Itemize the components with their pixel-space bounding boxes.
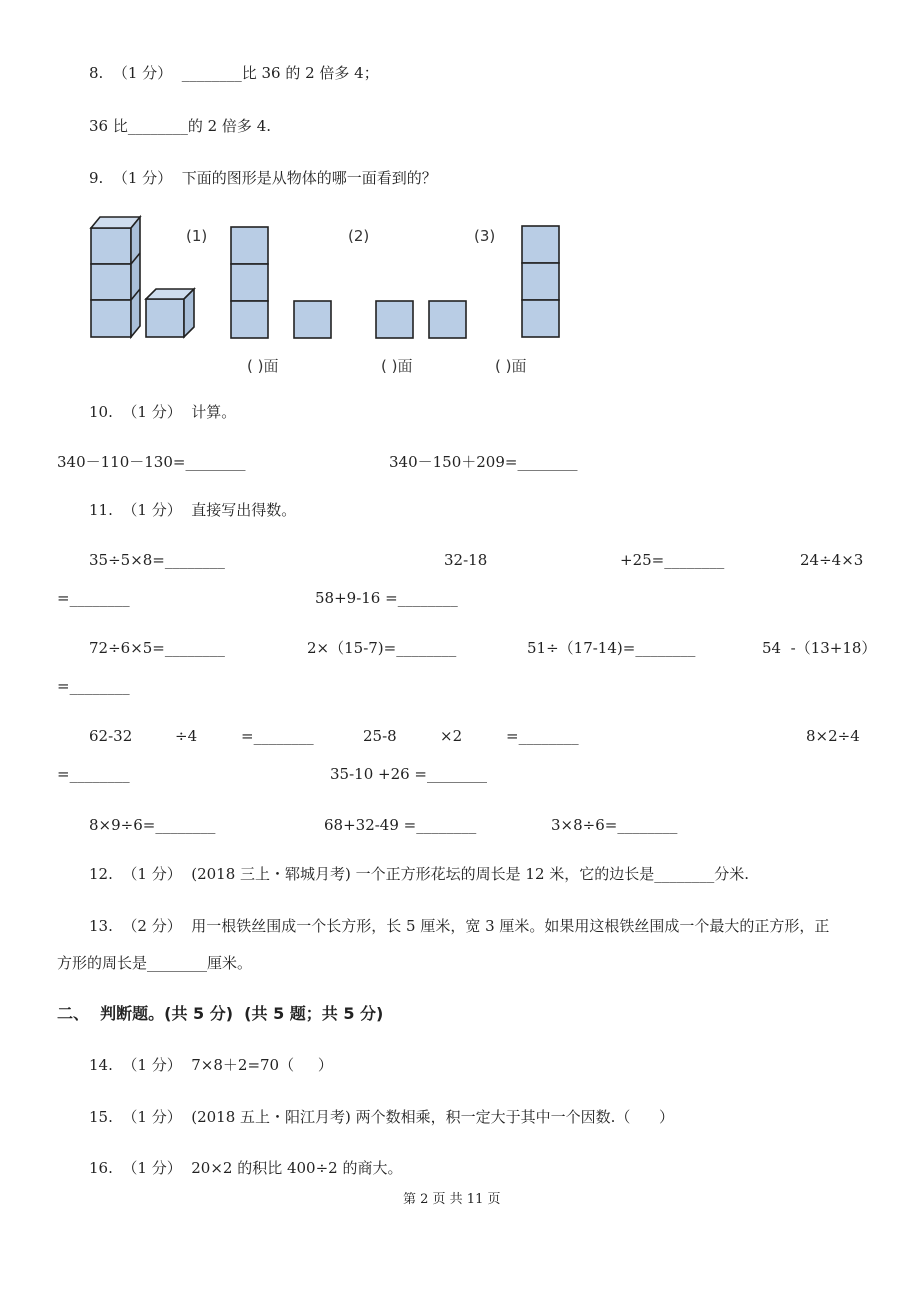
q11-r1d: 24÷4×3 bbox=[800, 551, 864, 569]
q11-r1c: +25=________ bbox=[620, 551, 725, 569]
q11-r7b: 68+32-49 =________ bbox=[324, 816, 477, 834]
q13-line1: 13. （2 分） 用一根铁丝围成一个长方形，长 5 厘米，宽 3 厘米。如果用这根铁丝围成一个最大的正方形，正 bbox=[89, 917, 830, 935]
page-footer: 第 2 页 共 11 页 bbox=[403, 1192, 501, 1207]
q11-r3d: 54 -（13+18） bbox=[762, 639, 877, 657]
view-label-1: (1) bbox=[186, 227, 208, 245]
q11-r3a: 72÷6×5=________ bbox=[89, 639, 225, 657]
single-cube-object bbox=[146, 289, 194, 337]
q11-r5e: ×2 bbox=[440, 727, 463, 745]
q11-r5d: 25-8 bbox=[363, 727, 397, 745]
q11-r5c: =________ bbox=[241, 727, 314, 745]
view-1-shape bbox=[231, 227, 331, 338]
q11-r1b: 32-18 bbox=[444, 551, 488, 569]
view-2-answer-blank: ( )面 bbox=[381, 357, 413, 375]
q11-r1a: 35÷5×8=________ bbox=[89, 551, 225, 569]
q9-line1: 9. （1 分） 下面的图形是从物体的哪一面看到的？ bbox=[89, 169, 437, 187]
view-3-answer-blank: ( )面 bbox=[495, 357, 527, 375]
q11-r5b: ÷4 bbox=[175, 727, 198, 745]
view-2-shape bbox=[376, 301, 466, 338]
q12-line1: 12. （1 分） (2018 三上・郓城月考) 一个正方形花坛的周长是 12 米，它的边长是________分米. bbox=[89, 865, 750, 883]
q8-line2: 36 比________的 2 倍多 4. bbox=[89, 117, 272, 135]
q11-r7c: 3×8÷6=________ bbox=[551, 816, 678, 834]
view-label-3: (3) bbox=[474, 227, 496, 245]
q11-r7a: 8×9÷6=________ bbox=[89, 816, 216, 834]
stacked-cubes-object bbox=[91, 217, 140, 337]
view-3-shape bbox=[522, 226, 559, 337]
q11-r5f: =________ bbox=[506, 727, 579, 745]
q13-line2: 方形的周长是________厘米。 bbox=[57, 954, 253, 972]
section-2-heading: 二、 判断题。(共 5 分) (共 5 题；共 5 分) bbox=[57, 1004, 384, 1023]
q16-line1: 16. （1 分） 20×2 的积比 400÷2 的商大。 bbox=[89, 1159, 403, 1177]
q11-r2a: =________ bbox=[57, 589, 130, 607]
q10-line1: 10. （1 分） 计算。 bbox=[89, 403, 237, 421]
q11-r5g: 8×2÷4 bbox=[806, 727, 860, 745]
q10-expr-a: 340－110－130=________ bbox=[57, 453, 246, 471]
q9-views-figure bbox=[0, 0, 920, 400]
q11-r6b: 35-10 +26 =________ bbox=[330, 765, 488, 783]
q14-line1: 14. （1 分） 7×8＋2=70（ ） bbox=[89, 1056, 333, 1074]
q11-line1: 11. （1 分） 直接写出得数。 bbox=[89, 501, 297, 519]
view-1-answer-blank: ( )面 bbox=[247, 357, 279, 375]
q11-r3b: 2×（15-7)=________ bbox=[307, 639, 457, 657]
q11-r5a: 62-32 bbox=[89, 727, 133, 745]
q11-r4a: =________ bbox=[57, 677, 130, 695]
q8-line1: 8. （1 分） ________比 36 的 2 倍多 4； bbox=[89, 64, 379, 82]
q11-r2b: 58+9-16 =________ bbox=[315, 589, 458, 607]
q11-r6a: =________ bbox=[57, 765, 130, 783]
q11-r3c: 51÷（17-14)=________ bbox=[527, 639, 696, 657]
q15-line1: 15. （1 分） (2018 五上・阳江月考) 两个数相乘，积一定大于其中一个因数.（ ） bbox=[89, 1108, 675, 1126]
view-label-2: (2) bbox=[348, 227, 370, 245]
q10-expr-b: 340－150＋209=________ bbox=[389, 453, 578, 471]
